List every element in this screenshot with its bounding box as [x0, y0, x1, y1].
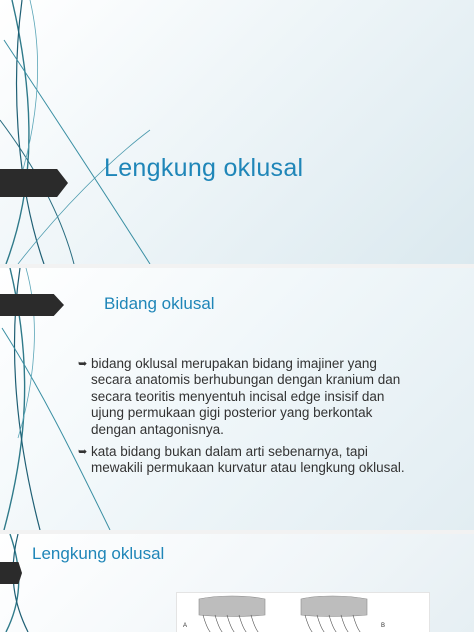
- bullet-list: [78, 356, 418, 483]
- title-marker-tab: [0, 294, 64, 316]
- arrow-bullet-icon: ➥: [78, 358, 88, 370]
- decorative-curves: [0, 0, 474, 264]
- title-slide: [0, 0, 474, 264]
- content-slide: [0, 268, 474, 530]
- bullet-text: kata bidang bukan dalam arti sebenarnya, tapi mewakili permukaan kurvatur atau lengkung oklusal.: [91, 444, 405, 476]
- list-item: [78, 444, 418, 477]
- list-item: [78, 356, 418, 438]
- slide-title: Lengkung oklusal: [104, 154, 304, 182]
- bullet-text: bidang oklusal merupakan bidang imajiner yang secara anatomis berhubungan dengan kranium dan secara teoritis menyentuh incisal edge insisif dan ujung permukaan gigi posterior yang berkontak dengan antagonisnya.: [91, 356, 401, 437]
- title-marker-tab: [0, 169, 68, 197]
- figure-slide: [0, 534, 474, 632]
- teeth-drawing: [177, 593, 429, 632]
- dental-arch-illustration: [176, 592, 430, 632]
- slide-title: Lengkung oklusal: [32, 544, 165, 563]
- slide-title: Bidang oklusal: [104, 294, 215, 313]
- arrow-bullet-icon: ➥: [78, 446, 88, 459]
- figure-label-b: B: [381, 623, 386, 629]
- figure-label-a: A: [183, 623, 188, 629]
- title-marker-tab: [0, 562, 22, 584]
